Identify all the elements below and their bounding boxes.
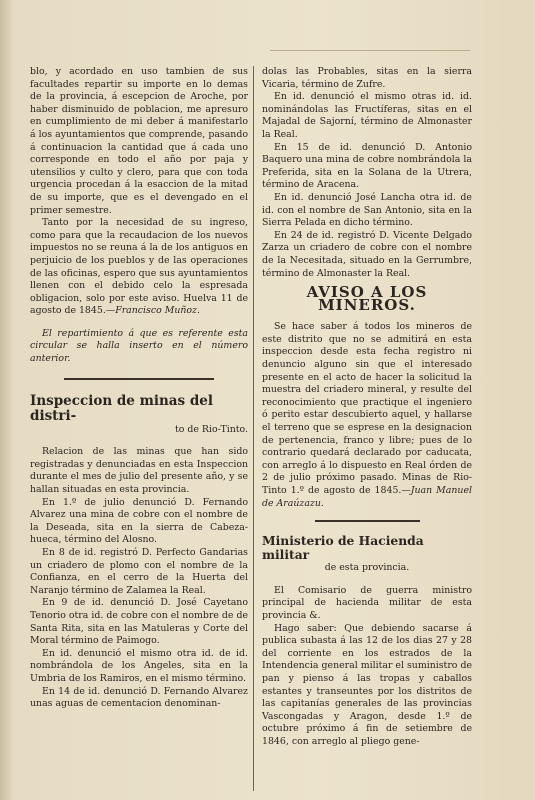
mine-entry: En 24 de id. registró D. Vicente Delgado Zarza un criadero de cobre con el nombre de la Necesitada, situado en la Gerrumbre, término de Almonaster la Real. bbox=[262, 229, 472, 279]
right-column bbox=[262, 66, 472, 749]
ministry-subtitle: de esta provincia. bbox=[324, 562, 410, 574]
paragraph-tanto bbox=[30, 217, 248, 318]
ministry-paragraph: Hago saber: Que debiendo sacarse á publica subasta á las 12 de los dias 27 y 28 del corriente en los estrados de la Intendencia general militar el suministro de pan y pienso á las tropas y caballos estantes y transeuntes por los distritos de las capitanías generales de las provincias Vascongadas y Aragon, desde 1.º de octubre próximo á fin de setiembre de 1846, con arreglo al pliego gene- bbox=[262, 622, 472, 747]
mine-entry: En 9 de id. denunció D. José Cayetano Tenorio otra id. de cobre con el nombre de de Santa Rita, sita en las Matuleras y Corte del Moral término de Paimogo. bbox=[30, 597, 248, 647]
mine-entry: En 14 de id. denunció D. Fernando Alvarez unas aguas de cementacion denominan- bbox=[30, 685, 248, 710]
mine-entry: En id. denunció José Lancha otra id. de id. con el nombre de San Antonio, sita en la Sierra Pelada en dicho término. bbox=[262, 191, 472, 229]
continued-paragraph: dolas las Probables, sitas en la sierra Vicaria, término de Zufre. bbox=[262, 66, 472, 90]
aviso-text: Se hace saber á todos los mineros de este distrito que no se admitirá en esta inspeccion desde esta fecha registro ni denuncio alguno sin que el interesado presente en el acto de hacer la solicitud la muestra del criadero mineral, y resulte del reconocimiento que practique el ingeniero ó perito estar descubierto aquel, y hallarse el terreno que se esprese en la designacion de pertenencia, franco y libre; pues de lo contrario quedará declarado por caducata, con arreglo á lo dispuesto en Real órden de 2 de julio próximo pasado. Minas de Rio-Tinto 1.º de agosto de 1845.— bbox=[262, 321, 472, 496]
aviso-paragraph bbox=[262, 321, 472, 510]
mine-entry: En 1.º de julio denunció D. Fernando Alvarez una mina de cobre con el nombre de la Deseada, sita en la sierra de Cabeza-hueca, término del Alosno. bbox=[30, 496, 248, 546]
signature-munoz: Francisco Muñoz. bbox=[115, 305, 200, 317]
column-divider bbox=[253, 66, 254, 791]
top-divider bbox=[270, 50, 470, 51]
section-divider bbox=[315, 520, 420, 522]
ministry-paragraph: El Comisario de guerra ministro principal de hacienda militar de esta provincia &. bbox=[262, 584, 472, 621]
ministry-title: Ministerio de Hacienda militar bbox=[262, 533, 424, 563]
left-column bbox=[30, 66, 248, 711]
mine-entry: En 8 de id. registró D. Perfecto Gandarias un criadero de plomo con el nombre de la Confianza, en el cerro de la Huerta del Naranjo término de Zalamea la Real. bbox=[30, 547, 248, 596]
aviso-title: AVISO A LOS MINEROS. bbox=[306, 283, 428, 314]
mine-entry: En 15 de id. denunció D. Antonio Baquero una mina de cobre nombrándola la Preferida, sita en la Solana de la Utrera, término de Aracena. bbox=[262, 141, 472, 191]
mine-entry: En id. denunció el mismo otra id. de id. nombrándola de los Angeles, sita en la Umbria de los Ramiros, en el mismo término. bbox=[30, 647, 248, 684]
editorial-note: El repartimiento á que es referente esta circular se halla inserto en el número anterior. bbox=[30, 327, 248, 365]
mine-entry: En id. denunció el mismo otras id. id. nominándolas las Fructíferas, sitas en el Majadal de Sajorní, término de Almonaster la Real. bbox=[262, 91, 472, 140]
section-intro: Relacion de las minas que han sido registradas y denunciadas en esta Inspeccion durante el mes de julio del presente año, y se hallan situadas en esta provincia. bbox=[30, 446, 248, 496]
signature-arauzazu: Juan Manuel de Araúzazu. bbox=[262, 485, 472, 509]
paragraph-tanto-text: Tanto por la necesidad de su ingreso, como para que la recaudacion de los nuevos impuestos no se reuna á la de los antiguos en perjuicio de los pueblos y de las operaciones de las oficinas, espero que sus ayuntamientos llenen con el debido celo la espresada obligacion, solo por este aviso. Huelva 11 de agosto de 1845.— bbox=[30, 217, 248, 317]
section-divider bbox=[64, 378, 214, 380]
continued-paragraph: blo, y acordado en uso tambien de sus facultades repartir su importe en lo demas de la provincia, á escepcion de Aroche, por haber disminuido de poblacion, me apresuro en cumplimiento de mi deber á manifestarlo á los ayuntamientos que comprende, pasando á continuacion la cantidad que á cada uno corresponde en todo el año por paja y utensilios y culto y clero, para que con toda urgencia procedan á la esaccion de la mitad de su importe, que es el devengado en el primer semestre. bbox=[30, 66, 248, 216]
section-subtitle: to de Rio-Tinto. bbox=[175, 423, 248, 435]
section-title: Inspeccion de minas del distri- bbox=[30, 392, 214, 424]
